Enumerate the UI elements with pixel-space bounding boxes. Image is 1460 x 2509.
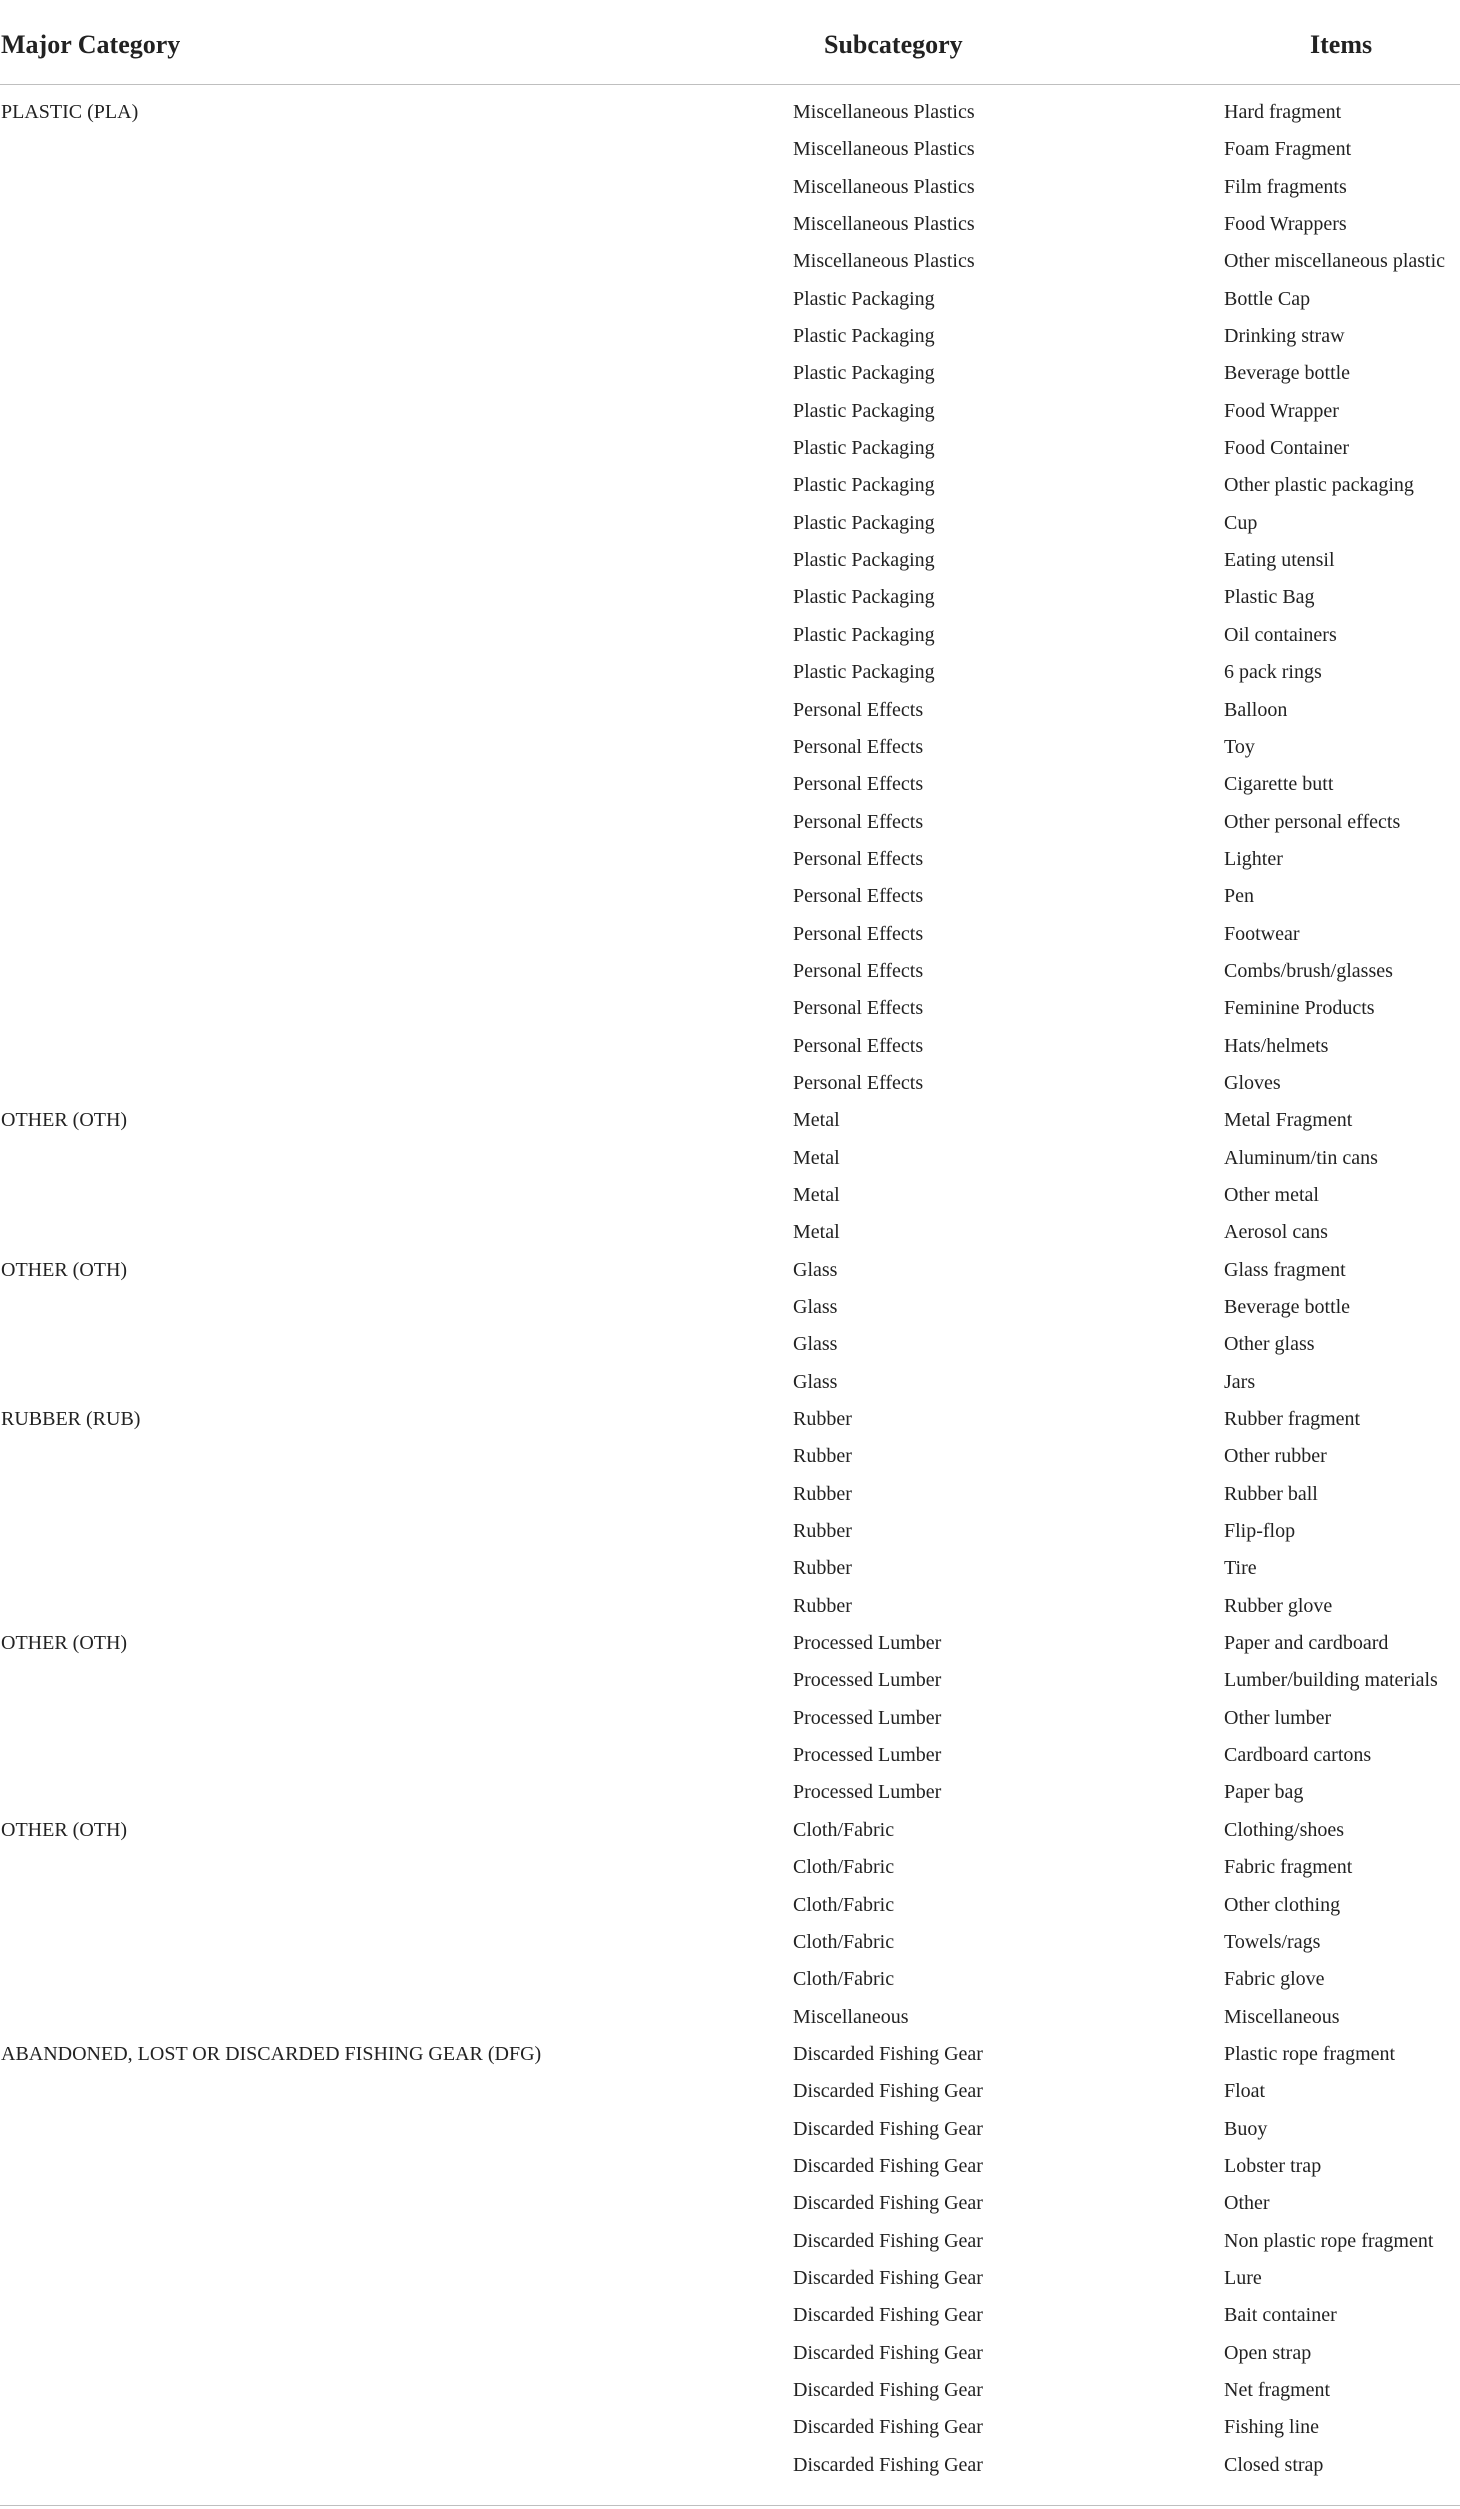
cell-major-category: PLASTIC (PLA) <box>1 101 139 123</box>
cell-subcategory: Personal Effects <box>793 810 924 833</box>
table-row <box>0 1178 1460 1215</box>
table-row <box>0 2186 1460 2223</box>
cell-subcategory: Miscellaneous Plastics <box>793 213 975 236</box>
cell-item: Rubber fragment <box>1224 1408 1361 1431</box>
cell-item: Feminine Products <box>1224 997 1375 1020</box>
cell-subcategory: Cloth/Fabric <box>793 1930 895 1953</box>
table-row <box>0 282 1460 319</box>
table-row <box>0 1290 1460 1327</box>
table-row <box>0 2224 1460 2261</box>
cell-subcategory: Personal Effects <box>793 997 924 1020</box>
cell-subcategory: Metal <box>793 1109 840 1132</box>
cell-item: Drinking straw <box>1224 325 1345 348</box>
cell-subcategory: Personal Effects <box>793 698 924 721</box>
cell-item: Other metal <box>1224 1183 1319 1206</box>
table-row <box>0 2149 1460 2186</box>
cell-subcategory: Glass <box>793 1296 838 1318</box>
cell-major-category: OTHER (OTH) <box>1 1109 128 1132</box>
cell-subcategory: Processed Lumber <box>793 1781 942 1804</box>
cell-item: Clothing/shoes <box>1224 1818 1345 1841</box>
table-row <box>0 2298 1460 2335</box>
cell-item: Cigarette butt <box>1224 773 1334 796</box>
cell-item: Pen <box>1224 885 1254 908</box>
cell-subcategory: Plastic Packaging <box>793 287 935 310</box>
cell-item: Paper bag <box>1224 1781 1304 1804</box>
cell-item: Other <box>1224 2192 1270 2215</box>
table-row <box>0 1962 1460 1999</box>
cell-item: Eating utensil <box>1224 549 1335 572</box>
cell-subcategory: Discarded Fishing Gear <box>793 2341 983 2364</box>
cell-item: Hats/helmets <box>1224 1034 1329 1057</box>
table-row <box>0 954 1460 991</box>
cell-item: Net fragment <box>1224 2378 1331 2401</box>
table-body <box>0 85 1460 2485</box>
table-row <box>0 693 1460 730</box>
cell-subcategory: Metal <box>793 1221 840 1244</box>
table-row <box>0 1663 1460 1700</box>
table-bottom-rule <box>0 2505 1460 2506</box>
table-row <box>0 506 1460 543</box>
cell-subcategory: Rubber <box>793 1594 852 1617</box>
cell-item: Other miscellaneous plastic <box>1224 250 1446 273</box>
cell-subcategory: Miscellaneous Plastics <box>793 138 975 161</box>
cell-item: Beverage bottle <box>1224 362 1351 385</box>
cell-subcategory: Plastic Packaging <box>793 549 935 572</box>
table-row <box>0 2448 1460 2485</box>
cell-item: Bait container <box>1224 2304 1337 2327</box>
table-row <box>0 1738 1460 1775</box>
table-row <box>0 1215 1460 1252</box>
cell-item: Gloves <box>1224 1071 1281 1094</box>
cell-subcategory: Rubber <box>793 1408 852 1431</box>
cell-item: Cardboard cartons <box>1224 1744 1372 1767</box>
cell-subcategory: Plastic Packaging <box>793 661 935 684</box>
cell-item: Other glass <box>1224 1333 1315 1356</box>
cell-item: Beverage bottle <box>1224 1296 1351 1318</box>
cell-subcategory: Discarded Fishing Gear <box>793 2453 983 2476</box>
header-subcategory: Subcategory <box>824 30 963 59</box>
cell-item: Balloon <box>1224 698 1288 721</box>
table-row <box>0 1925 1460 1962</box>
table-row <box>0 356 1460 393</box>
cell-subcategory: Personal Effects <box>793 1034 924 1057</box>
table-row <box>0 580 1460 617</box>
cell-item: Aluminum/tin cans <box>1224 1146 1378 1169</box>
table-row <box>0 1477 1460 1514</box>
table-row <box>0 1626 1460 1663</box>
cell-item: Toy <box>1224 735 1255 758</box>
table-row <box>0 1589 1460 1626</box>
table-row <box>0 1066 1460 1103</box>
cell-subcategory: Glass <box>793 1258 838 1281</box>
cell-item: Other rubber <box>1224 1445 1327 1468</box>
cell-subcategory: Metal <box>793 1146 840 1169</box>
table-row <box>0 917 1460 954</box>
cell-subcategory: Personal Effects <box>793 885 924 908</box>
cell-subcategory: Miscellaneous Plastics <box>793 101 975 123</box>
cell-item: Rubber ball <box>1224 1482 1318 1505</box>
cell-item: Oil containers <box>1224 623 1337 646</box>
table-row <box>0 842 1460 879</box>
table-row <box>0 1439 1460 1476</box>
cell-subcategory: Cloth/Fabric <box>793 1968 895 1991</box>
table-row <box>0 767 1460 804</box>
table-row <box>0 207 1460 244</box>
cell-major-category: OTHER (OTH) <box>1 1258 128 1281</box>
cell-major-category: OTHER (OTH) <box>1 1818 128 1841</box>
cell-subcategory: Discarded Fishing Gear <box>793 2154 983 2177</box>
cell-subcategory: Processed Lumber <box>793 1744 942 1767</box>
cell-subcategory: Discarded Fishing Gear <box>793 2378 983 2401</box>
table-row <box>0 2000 1460 2037</box>
table-row <box>0 1551 1460 1588</box>
cell-item: Other personal effects <box>1224 810 1401 833</box>
table-row <box>0 468 1460 505</box>
cell-item: Float <box>1224 2080 1266 2103</box>
cell-subcategory: Processed Lumber <box>793 1632 942 1655</box>
cell-subcategory: Cloth/Fabric <box>793 1893 895 1916</box>
cell-item: Hard fragment <box>1224 101 1342 123</box>
table-row <box>0 2410 1460 2447</box>
cell-subcategory: Plastic Packaging <box>793 623 935 646</box>
table-row <box>0 319 1460 356</box>
table-row <box>0 1701 1460 1738</box>
cell-item: Glass fragment <box>1224 1258 1346 1281</box>
cell-subcategory: Personal Effects <box>793 959 924 982</box>
cell-subcategory: Discarded Fishing Gear <box>793 2080 983 2103</box>
table-row <box>0 730 1460 767</box>
table-row <box>0 394 1460 431</box>
cell-item: Plastic rope fragment <box>1224 2042 1396 2065</box>
cell-subcategory: Glass <box>793 1370 838 1393</box>
table-row <box>0 543 1460 580</box>
table-row <box>0 991 1460 1028</box>
cell-item: Closed strap <box>1224 2453 1324 2476</box>
cell-subcategory: Miscellaneous <box>793 2005 909 2028</box>
cell-item: Film fragments <box>1224 175 1347 198</box>
cell-item: Lobster trap <box>1224 2154 1322 2177</box>
cell-subcategory: Plastic Packaging <box>793 399 935 422</box>
cell-item: Bottle Cap <box>1224 287 1311 310</box>
table-row <box>0 132 1460 169</box>
table-row <box>0 2074 1460 2111</box>
cell-item: Foam Fragment <box>1224 138 1352 161</box>
cell-subcategory: Discarded Fishing Gear <box>793 2042 983 2065</box>
cell-subcategory: Plastic Packaging <box>793 362 935 385</box>
cell-item: Fabric fragment <box>1224 1856 1353 1879</box>
cell-subcategory: Discarded Fishing Gear <box>793 2229 983 2252</box>
table-row <box>0 1514 1460 1551</box>
cell-major-category: RUBBER (RUB) <box>1 1408 141 1431</box>
cell-item: Flip-flop <box>1224 1520 1296 1543</box>
table-row <box>0 1327 1460 1364</box>
cell-subcategory: Miscellaneous Plastics <box>793 175 975 198</box>
table-row <box>0 618 1460 655</box>
table-row <box>0 1365 1460 1402</box>
cell-subcategory: Processed Lumber <box>793 1706 942 1729</box>
cell-subcategory: Personal Effects <box>793 847 924 870</box>
cell-item: Miscellaneous <box>1224 2005 1340 2028</box>
cell-item: Lure <box>1224 2266 1262 2289</box>
cell-item: Footwear <box>1224 922 1300 945</box>
cell-item: Plastic Bag <box>1224 586 1315 609</box>
cell-item: Non plastic rope fragment <box>1224 2229 1434 2252</box>
cell-subcategory: Rubber <box>793 1482 852 1505</box>
table-row <box>0 1141 1460 1178</box>
cell-item: Fishing line <box>1224 2416 1320 2439</box>
cell-item: Aerosol cans <box>1224 1221 1328 1244</box>
cell-item: Combs/brush/glasses <box>1224 959 1393 982</box>
cell-subcategory: Discarded Fishing Gear <box>793 2266 983 2289</box>
table-row <box>0 805 1460 842</box>
table-header <box>0 0 1460 85</box>
header-items: Items <box>1310 30 1373 59</box>
cell-item: Lighter <box>1224 847 1283 870</box>
table-row <box>0 431 1460 468</box>
table-row <box>0 170 1460 207</box>
table-row <box>0 1103 1460 1140</box>
table-row <box>0 655 1460 692</box>
header-major-category: Major Category <box>1 30 181 59</box>
cell-item: Cup <box>1224 511 1258 534</box>
cell-subcategory: Personal Effects <box>793 773 924 796</box>
cell-subcategory: Rubber <box>793 1557 852 1580</box>
cell-item: Other clothing <box>1224 1893 1341 1916</box>
cell-subcategory: Plastic Packaging <box>793 325 935 348</box>
cell-subcategory: Personal Effects <box>793 1071 924 1094</box>
table-row <box>0 2336 1460 2373</box>
cell-item: Fabric glove <box>1224 1968 1325 1991</box>
table-row <box>0 1813 1460 1850</box>
cell-subcategory: Plastic Packaging <box>793 511 935 534</box>
table-row <box>0 2261 1460 2298</box>
cell-subcategory: Rubber <box>793 1520 852 1543</box>
cell-item: Food Wrappers <box>1224 213 1347 236</box>
table-row <box>0 2037 1460 2074</box>
cell-item: 6 pack rings <box>1224 661 1322 684</box>
cell-item: Paper and cardboard <box>1224 1632 1389 1655</box>
cell-subcategory: Miscellaneous Plastics <box>793 250 975 273</box>
cell-item: Towels/rags <box>1224 1930 1321 1953</box>
table-row <box>0 2373 1460 2410</box>
cell-subcategory: Personal Effects <box>793 735 924 758</box>
cell-major-category: OTHER (OTH) <box>1 1632 128 1655</box>
cell-item: Metal Fragment <box>1224 1109 1353 1132</box>
cell-item: Food Container <box>1224 437 1349 460</box>
table-row <box>0 1402 1460 1439</box>
cell-subcategory: Glass <box>793 1333 838 1356</box>
cell-subcategory: Cloth/Fabric <box>793 1856 895 1879</box>
cell-subcategory: Cloth/Fabric <box>793 1818 895 1841</box>
cell-subcategory: Metal <box>793 1183 840 1206</box>
table-row <box>0 1029 1460 1066</box>
cell-subcategory: Plastic Packaging <box>793 474 935 497</box>
table-row <box>0 244 1460 281</box>
cell-item: Other lumber <box>1224 1706 1332 1729</box>
table-row <box>0 2112 1460 2149</box>
cell-subcategory: Discarded Fishing Gear <box>793 2304 983 2327</box>
cell-item: Rubber glove <box>1224 1594 1333 1617</box>
cell-subcategory: Plastic Packaging <box>793 586 935 609</box>
table-row <box>0 1775 1460 1812</box>
cell-item: Food Wrapper <box>1224 399 1339 422</box>
cell-major-category: ABANDONED, LOST OR DISCARDED FISHING GEAR (DFG) <box>1 2042 542 2065</box>
cell-subcategory: Plastic Packaging <box>793 437 935 460</box>
cell-item: Tire <box>1224 1557 1257 1580</box>
cell-subcategory: Discarded Fishing Gear <box>793 2416 983 2439</box>
table-row <box>0 95 1460 132</box>
cell-subcategory: Discarded Fishing Gear <box>793 2117 983 2140</box>
table-row <box>0 1253 1460 1290</box>
cell-subcategory: Discarded Fishing Gear <box>793 2192 983 2215</box>
cell-item: Other plastic packaging <box>1224 474 1414 497</box>
cell-subcategory: Personal Effects <box>793 922 924 945</box>
table-row <box>0 879 1460 916</box>
cell-item: Buoy <box>1224 2117 1268 2140</box>
cell-item: Open strap <box>1224 2341 1312 2364</box>
table-row <box>0 1888 1460 1925</box>
table-row <box>0 1850 1460 1887</box>
cell-subcategory: Processed Lumber <box>793 1669 942 1692</box>
cell-item: Jars <box>1224 1370 1256 1393</box>
cell-item: Lumber/building materials <box>1224 1669 1438 1692</box>
cell-subcategory: Rubber <box>793 1445 852 1468</box>
